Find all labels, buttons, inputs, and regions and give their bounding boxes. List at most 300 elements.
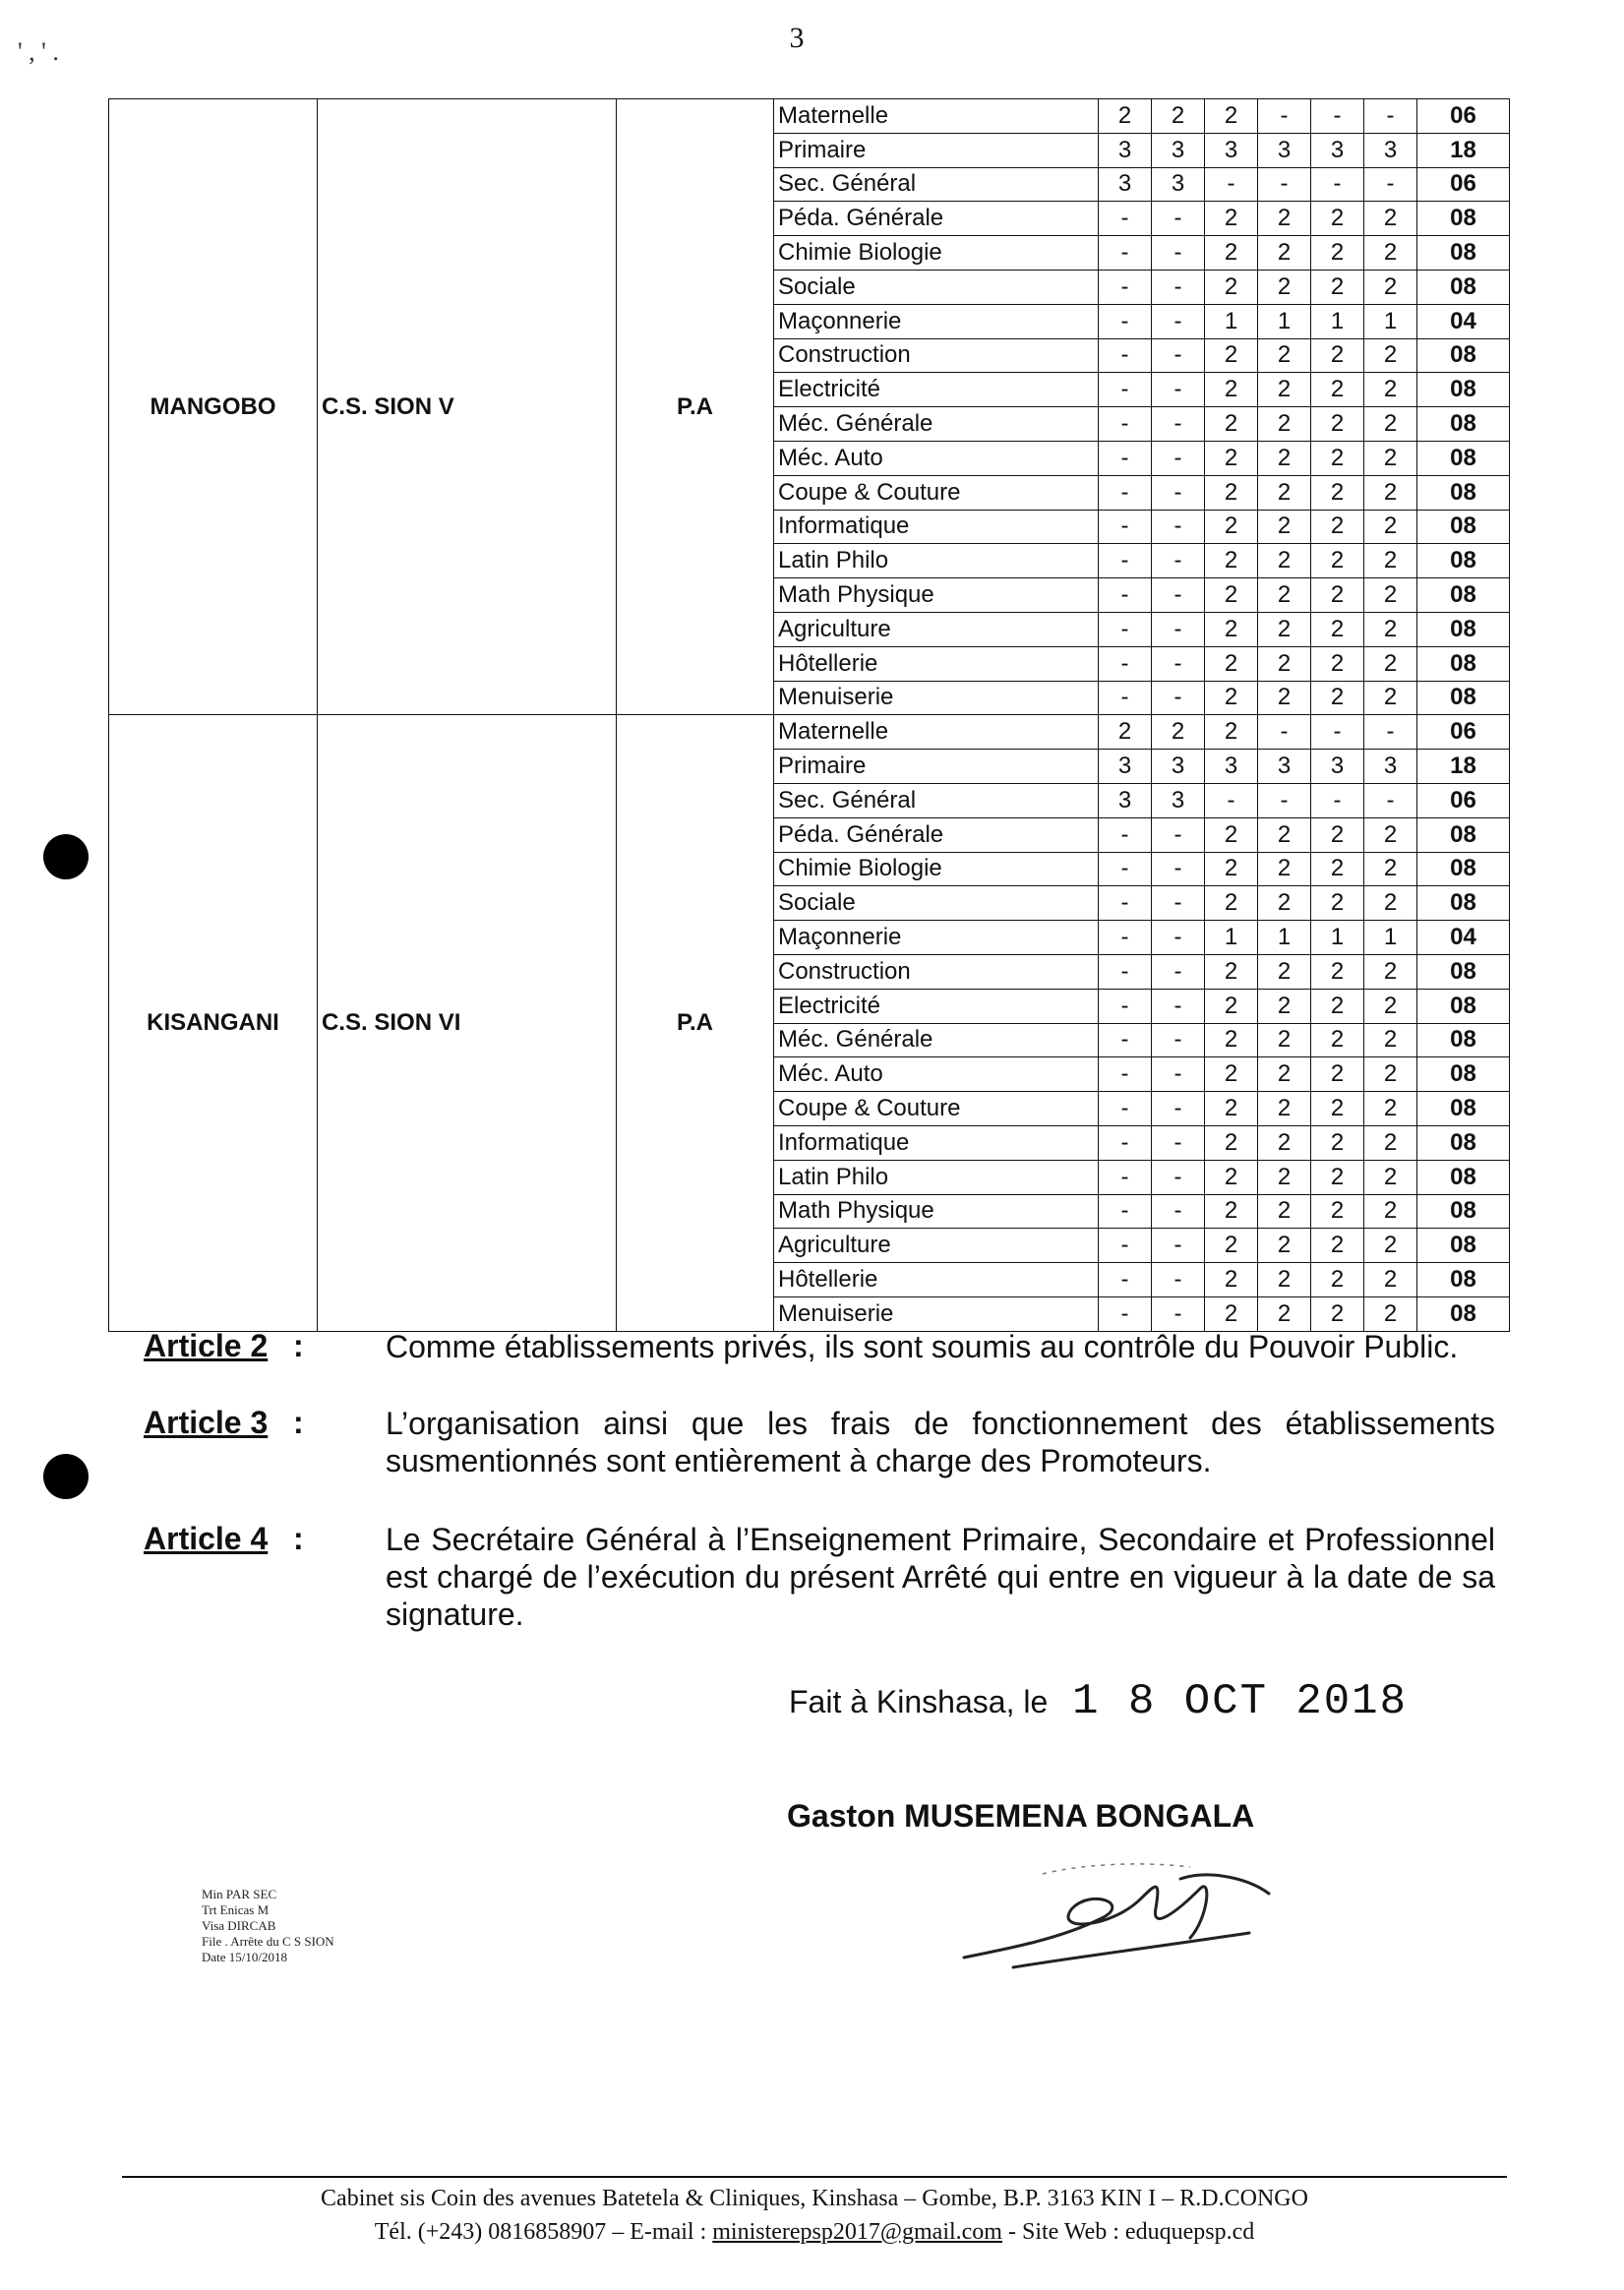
year-count-cell: -	[1099, 304, 1152, 338]
year-count-cell: -	[1099, 441, 1152, 475]
year-count-cell: 2	[1205, 1263, 1258, 1297]
year-count-cell: 3	[1152, 167, 1205, 202]
year-count-cell: 2	[1364, 1125, 1417, 1160]
year-count-cell: 2	[1311, 1023, 1364, 1057]
year-count-cell: 3	[1258, 133, 1311, 167]
year-count-cell: 2	[1364, 886, 1417, 921]
year-count-cell: 2	[1205, 954, 1258, 989]
year-count-cell: -	[1258, 715, 1311, 750]
year-count-cell: 2	[1364, 1023, 1417, 1057]
year-count-cell: 2	[1311, 612, 1364, 646]
year-count-cell: -	[1311, 715, 1364, 750]
year-count-cell: -	[1099, 852, 1152, 886]
year-count-cell: 2	[1311, 441, 1364, 475]
year-count-cell: -	[1152, 1092, 1205, 1126]
year-count-cell: 2	[1205, 1057, 1258, 1092]
year-count-cell: -	[1099, 1092, 1152, 1126]
year-count-cell: -	[1152, 578, 1205, 613]
option-cell: Informatique	[774, 1125, 1099, 1160]
option-cell: Electricité	[774, 373, 1099, 407]
routing-line: Visa DIRCAB	[202, 1918, 276, 1933]
year-count-cell: 2	[1205, 681, 1258, 715]
year-count-cell: 2	[1099, 99, 1152, 134]
year-count-cell: -	[1258, 99, 1311, 134]
year-count-cell: -	[1152, 681, 1205, 715]
year-count-cell: -	[1152, 475, 1205, 510]
year-count-cell: 2	[1311, 1125, 1364, 1160]
year-count-cell: -	[1152, 1229, 1205, 1263]
footer-email-link[interactable]: ministerepsp2017@gmail.com	[712, 2219, 1002, 2245]
year-count-cell: -	[1099, 338, 1152, 373]
status-cell: P.A	[617, 715, 774, 1331]
footer-contact	[122, 2219, 1507, 2246]
year-count-cell: 2	[1205, 1125, 1258, 1160]
year-count-cell: 2	[1258, 578, 1311, 613]
year-count-cell: -	[1099, 612, 1152, 646]
year-count-cell: -	[1152, 1160, 1205, 1194]
year-count-cell: -	[1152, 612, 1205, 646]
year-count-cell: 2	[1364, 1092, 1417, 1126]
year-count-cell: -	[1364, 715, 1417, 750]
year-count-cell: 1	[1258, 304, 1311, 338]
year-count-cell: 2	[1364, 236, 1417, 271]
option-cell: Coupe & Couture	[774, 475, 1099, 510]
option-cell: Chimie Biologie	[774, 236, 1099, 271]
option-cell: Menuiserie	[774, 1296, 1099, 1331]
year-count-cell: -	[1152, 270, 1205, 304]
total-cell: 04	[1417, 304, 1510, 338]
total-cell: 08	[1417, 681, 1510, 715]
option-cell: Méc. Générale	[774, 1023, 1099, 1057]
year-count-cell: -	[1152, 886, 1205, 921]
year-count-cell: 2	[1258, 407, 1311, 442]
year-count-cell: -	[1152, 236, 1205, 271]
footer-address: Cabinet sis Coin des avenues Batetela & Cliniques, Kinshasa – Gombe, B.P. 3163 KIN I – R.D.CONGO	[321, 2186, 1308, 2211]
year-count-cell: 2	[1311, 852, 1364, 886]
year-count-cell: -	[1152, 510, 1205, 544]
year-count-cell: -	[1364, 167, 1417, 202]
total-cell: 18	[1417, 133, 1510, 167]
total-cell: 08	[1417, 1229, 1510, 1263]
routing-line: Trt Enicas M	[202, 1902, 270, 1917]
year-count-cell: -	[1099, 1229, 1152, 1263]
year-count-cell: 1	[1364, 304, 1417, 338]
year-count-cell: 2	[1311, 646, 1364, 681]
year-count-cell: 2	[1364, 202, 1417, 236]
year-count-cell: 2	[1258, 1263, 1311, 1297]
total-cell: 08	[1417, 1194, 1510, 1229]
year-count-cell: 3	[1099, 783, 1152, 817]
year-count-cell: 2	[1258, 236, 1311, 271]
article-text: Le Secrétaire Général à l’Enseignement Primaire, Secondaire et Professionnel est chargé de l’exécution du présent Arrêté qui entre en vigueur à la date de sa signature.	[386, 1522, 1495, 1632]
total-cell: 08	[1417, 1263, 1510, 1297]
routing-block	[202, 1887, 334, 1965]
option-cell: Hôtellerie	[774, 1263, 1099, 1297]
total-cell: 08	[1417, 338, 1510, 373]
year-count-cell: 1	[1311, 921, 1364, 955]
year-count-cell: -	[1152, 1023, 1205, 1057]
year-count-cell: 2	[1258, 475, 1311, 510]
year-count-cell: -	[1152, 1263, 1205, 1297]
year-count-cell: 2	[1258, 646, 1311, 681]
year-count-cell: 2	[1205, 510, 1258, 544]
year-count-cell: 2	[1099, 715, 1152, 750]
option-cell: Maternelle	[774, 99, 1099, 134]
year-count-cell: 2	[1152, 715, 1205, 750]
option-cell: Maternelle	[774, 715, 1099, 750]
option-cell: Péda. Générale	[774, 817, 1099, 852]
year-count-cell: 3	[1205, 133, 1258, 167]
year-count-cell: -	[1099, 1194, 1152, 1229]
year-count-cell: -	[1152, 202, 1205, 236]
option-cell: Informatique	[774, 510, 1099, 544]
year-count-cell: 2	[1205, 1229, 1258, 1263]
year-count-cell: 2	[1205, 989, 1258, 1023]
year-count-cell: 2	[1364, 510, 1417, 544]
allocation-table-body	[109, 99, 1510, 1332]
year-count-cell: 2	[1311, 202, 1364, 236]
year-count-cell: -	[1152, 646, 1205, 681]
total-cell: 08	[1417, 202, 1510, 236]
year-count-cell: -	[1152, 338, 1205, 373]
year-count-cell: -	[1152, 921, 1205, 955]
year-count-cell: 2	[1205, 886, 1258, 921]
year-count-cell: 2	[1258, 1296, 1311, 1331]
option-cell: Math Physique	[774, 1194, 1099, 1229]
year-count-cell: -	[1364, 783, 1417, 817]
option-cell: Méc. Générale	[774, 407, 1099, 442]
option-cell: Agriculture	[774, 1229, 1099, 1263]
option-cell: Latin Philo	[774, 1160, 1099, 1194]
year-count-cell: 2	[1258, 544, 1311, 578]
option-cell: Maçonnerie	[774, 304, 1099, 338]
option-cell: Chimie Biologie	[774, 852, 1099, 886]
total-cell: 08	[1417, 1092, 1510, 1126]
year-count-cell: 2	[1311, 338, 1364, 373]
year-count-cell: -	[1311, 167, 1364, 202]
year-count-cell: 2	[1311, 1296, 1364, 1331]
year-count-cell: 3	[1099, 133, 1152, 167]
article-colon: :	[293, 1328, 304, 1363]
year-count-cell: 2	[1258, 886, 1311, 921]
option-cell: Primaire	[774, 133, 1099, 167]
total-cell: 08	[1417, 886, 1510, 921]
year-count-cell: -	[1152, 1125, 1205, 1160]
year-count-cell: 2	[1258, 270, 1311, 304]
year-count-cell: 2	[1364, 1160, 1417, 1194]
year-count-cell: 2	[1258, 1023, 1311, 1057]
closing-place: Fait à Kinshasa, le	[789, 1684, 1049, 1719]
total-cell: 08	[1417, 407, 1510, 442]
article-label: Article 3	[144, 1405, 269, 1440]
year-count-cell: 2	[1364, 1194, 1417, 1229]
year-count-cell: -	[1099, 510, 1152, 544]
year-count-cell: -	[1152, 407, 1205, 442]
year-count-cell: 2	[1311, 1092, 1364, 1126]
year-count-cell: -	[1099, 270, 1152, 304]
year-count-cell: 2	[1364, 544, 1417, 578]
year-count-cell: 2	[1311, 407, 1364, 442]
table-row	[109, 99, 1510, 134]
option-cell: Sociale	[774, 270, 1099, 304]
year-count-cell: -	[1099, 817, 1152, 852]
year-count-cell: 2	[1205, 407, 1258, 442]
year-count-cell: -	[1152, 1057, 1205, 1092]
year-count-cell: 3	[1205, 750, 1258, 784]
option-cell: Menuiserie	[774, 681, 1099, 715]
year-count-cell: 2	[1364, 681, 1417, 715]
year-count-cell: 2	[1205, 544, 1258, 578]
total-cell: 08	[1417, 475, 1510, 510]
footer-website: - Site Web : eduquepsp.cd	[1007, 2219, 1255, 2245]
year-count-cell: 2	[1205, 715, 1258, 750]
year-count-cell: 2	[1364, 989, 1417, 1023]
year-count-cell: -	[1152, 852, 1205, 886]
year-count-cell: 2	[1311, 1160, 1364, 1194]
signatory-name: Gaston MUSEMENA BONGALA	[787, 1798, 1255, 1834]
table-row	[109, 715, 1510, 750]
option-cell: Sec. Général	[774, 167, 1099, 202]
total-cell: 08	[1417, 510, 1510, 544]
year-count-cell: 2	[1205, 1092, 1258, 1126]
year-count-cell: 2	[1364, 852, 1417, 886]
year-count-cell: -	[1205, 167, 1258, 202]
year-count-cell: -	[1099, 921, 1152, 955]
year-count-cell: 2	[1205, 817, 1258, 852]
year-count-cell: -	[1099, 681, 1152, 715]
year-count-cell: 2	[1205, 1160, 1258, 1194]
total-cell: 08	[1417, 1023, 1510, 1057]
year-count-cell: -	[1152, 954, 1205, 989]
year-count-cell: 2	[1364, 612, 1417, 646]
year-count-cell: 2	[1258, 989, 1311, 1023]
article-text: L’organisation ainsi que les frais de fonctionnement des établissements susmentionnés sont entièrement à charge des Promoteurs.	[386, 1406, 1495, 1478]
year-count-cell: -	[1099, 236, 1152, 271]
year-count-cell: 2	[1258, 441, 1311, 475]
year-count-cell: 2	[1258, 1194, 1311, 1229]
routing-line: Min PAR SEC	[202, 1887, 277, 1901]
article-label: Article 4	[144, 1521, 269, 1556]
option-cell: Primaire	[774, 750, 1099, 784]
handwritten-signature	[954, 1839, 1279, 1997]
year-count-cell: -	[1099, 989, 1152, 1023]
year-count-cell: 2	[1311, 236, 1364, 271]
total-cell: 04	[1417, 921, 1510, 955]
year-count-cell: -	[1311, 783, 1364, 817]
punch-hole-bottom	[43, 1454, 89, 1499]
year-count-cell: 1	[1311, 304, 1364, 338]
option-cell: Sociale	[774, 886, 1099, 921]
option-cell: Coupe & Couture	[774, 1092, 1099, 1126]
total-cell: 08	[1417, 441, 1510, 475]
year-count-cell: 2	[1205, 475, 1258, 510]
year-count-cell: 2	[1258, 1092, 1311, 1126]
year-count-cell: 3	[1099, 167, 1152, 202]
total-cell: 18	[1417, 750, 1510, 784]
year-count-cell: 2	[1205, 1194, 1258, 1229]
year-count-cell: 2	[1311, 681, 1364, 715]
year-count-cell: 2	[1364, 1229, 1417, 1263]
location-cell: KISANGANI	[109, 715, 318, 1331]
year-count-cell: -	[1099, 373, 1152, 407]
year-count-cell: -	[1099, 475, 1152, 510]
year-count-cell: -	[1099, 954, 1152, 989]
routing-line: Date 15/10/2018	[202, 1950, 288, 1964]
year-count-cell: 2	[1258, 1160, 1311, 1194]
option-cell: Math Physique	[774, 578, 1099, 613]
year-count-cell: 1	[1205, 304, 1258, 338]
option-cell: Méc. Auto	[774, 441, 1099, 475]
year-count-cell: 3	[1258, 750, 1311, 784]
year-count-cell: -	[1099, 1263, 1152, 1297]
year-count-cell: 3	[1364, 750, 1417, 784]
total-cell: 08	[1417, 852, 1510, 886]
year-count-cell: 2	[1311, 886, 1364, 921]
year-count-cell: 2	[1311, 1229, 1364, 1263]
year-count-cell: 2	[1258, 852, 1311, 886]
year-count-cell: 2	[1311, 1194, 1364, 1229]
year-count-cell: 3	[1311, 750, 1364, 784]
year-count-cell: 2	[1311, 1263, 1364, 1297]
year-count-cell: 2	[1205, 441, 1258, 475]
year-count-cell: -	[1152, 544, 1205, 578]
article-colon: :	[293, 1405, 304, 1440]
year-count-cell: 3	[1152, 133, 1205, 167]
year-count-cell: -	[1205, 783, 1258, 817]
year-count-cell: 2	[1364, 475, 1417, 510]
year-count-cell: -	[1152, 441, 1205, 475]
year-count-cell: -	[1099, 1125, 1152, 1160]
total-cell: 08	[1417, 270, 1510, 304]
year-count-cell: -	[1099, 1296, 1152, 1331]
year-count-cell: 2	[1205, 270, 1258, 304]
year-count-cell: 3	[1152, 783, 1205, 817]
year-count-cell: -	[1311, 99, 1364, 134]
year-count-cell: -	[1099, 544, 1152, 578]
year-count-cell: 2	[1258, 338, 1311, 373]
year-count-cell: -	[1364, 99, 1417, 134]
routing-line: File . Arrête du C S SION	[202, 1934, 334, 1949]
year-count-cell: 2	[1205, 202, 1258, 236]
year-count-cell: -	[1099, 407, 1152, 442]
page-number: 3	[789, 22, 805, 54]
year-count-cell: 2	[1205, 1296, 1258, 1331]
year-count-cell: -	[1152, 1296, 1205, 1331]
total-cell: 06	[1417, 783, 1510, 817]
year-count-cell: 2	[1258, 1229, 1311, 1263]
location-cell: MANGOBO	[109, 99, 318, 715]
option-cell: Construction	[774, 954, 1099, 989]
article-text: Comme établissements privés, ils sont soumis au contrôle du Pouvoir Public.	[386, 1329, 1459, 1364]
year-count-cell: 1	[1258, 921, 1311, 955]
year-count-cell: 1	[1364, 921, 1417, 955]
total-cell: 06	[1417, 167, 1510, 202]
year-count-cell: -	[1099, 886, 1152, 921]
year-count-cell: 2	[1364, 817, 1417, 852]
year-count-cell: 2	[1205, 578, 1258, 613]
year-count-cell: -	[1152, 989, 1205, 1023]
year-count-cell: 2	[1311, 475, 1364, 510]
year-count-cell: 2	[1311, 1057, 1364, 1092]
total-cell: 08	[1417, 646, 1510, 681]
year-count-cell: 2	[1258, 1057, 1311, 1092]
year-count-cell: -	[1152, 1194, 1205, 1229]
total-cell: 06	[1417, 99, 1510, 134]
year-count-cell: 2	[1205, 338, 1258, 373]
year-count-cell: 2	[1258, 612, 1311, 646]
year-count-cell: -	[1152, 817, 1205, 852]
year-count-cell: 2	[1258, 1125, 1311, 1160]
year-count-cell: 2	[1152, 99, 1205, 134]
total-cell: 06	[1417, 715, 1510, 750]
year-count-cell: -	[1258, 167, 1311, 202]
year-count-cell: -	[1099, 578, 1152, 613]
date-stamp: 1 8 OCT 2018	[1072, 1677, 1408, 1726]
year-count-cell: 2	[1258, 681, 1311, 715]
year-count-cell: 2	[1311, 817, 1364, 852]
year-count-cell: 2	[1311, 373, 1364, 407]
year-count-cell: -	[1099, 1023, 1152, 1057]
year-count-cell: 2	[1364, 1057, 1417, 1092]
year-count-cell: 2	[1205, 99, 1258, 134]
option-cell: Latin Philo	[774, 544, 1099, 578]
total-cell: 08	[1417, 1160, 1510, 1194]
total-cell: 08	[1417, 544, 1510, 578]
year-count-cell: 2	[1205, 646, 1258, 681]
total-cell: 08	[1417, 578, 1510, 613]
year-count-cell: 2	[1311, 510, 1364, 544]
year-count-cell: 2	[1205, 852, 1258, 886]
year-count-cell: 2	[1364, 338, 1417, 373]
punch-hole-top	[43, 834, 89, 879]
year-count-cell: -	[1099, 1160, 1152, 1194]
scan-corner-marks: ' , ' .	[18, 37, 59, 66]
year-count-cell: 2	[1364, 407, 1417, 442]
year-count-cell: 2	[1364, 646, 1417, 681]
year-count-cell: 2	[1258, 510, 1311, 544]
total-cell: 08	[1417, 1296, 1510, 1331]
year-count-cell: 2	[1364, 1296, 1417, 1331]
footer-rule	[122, 2176, 1507, 2178]
year-count-cell: 2	[1258, 954, 1311, 989]
year-count-cell: 2	[1205, 236, 1258, 271]
total-cell: 08	[1417, 989, 1510, 1023]
article-colon: :	[293, 1521, 304, 1556]
year-count-cell: -	[1258, 783, 1311, 817]
year-count-cell: 2	[1364, 270, 1417, 304]
option-cell: Péda. Générale	[774, 202, 1099, 236]
school-cell: C.S. SION VI	[318, 715, 617, 1331]
year-count-cell: 2	[1364, 954, 1417, 989]
total-cell: 08	[1417, 817, 1510, 852]
year-count-cell: 2	[1205, 1023, 1258, 1057]
option-cell: Sec. Général	[774, 783, 1099, 817]
year-count-cell: 2	[1311, 578, 1364, 613]
year-count-cell: 2	[1311, 954, 1364, 989]
year-count-cell: 3	[1364, 133, 1417, 167]
year-count-cell: 2	[1364, 578, 1417, 613]
year-count-cell: 2	[1258, 373, 1311, 407]
school-cell: C.S. SION V	[318, 99, 617, 715]
total-cell: 08	[1417, 612, 1510, 646]
year-count-cell: -	[1099, 1057, 1152, 1092]
year-count-cell: 1	[1205, 921, 1258, 955]
option-cell: Construction	[774, 338, 1099, 373]
total-cell: 08	[1417, 373, 1510, 407]
footer-phone: Tél. (+243) 0816858907 – E-mail :	[374, 2219, 707, 2245]
total-cell: 08	[1417, 1125, 1510, 1160]
year-count-cell: -	[1152, 373, 1205, 407]
